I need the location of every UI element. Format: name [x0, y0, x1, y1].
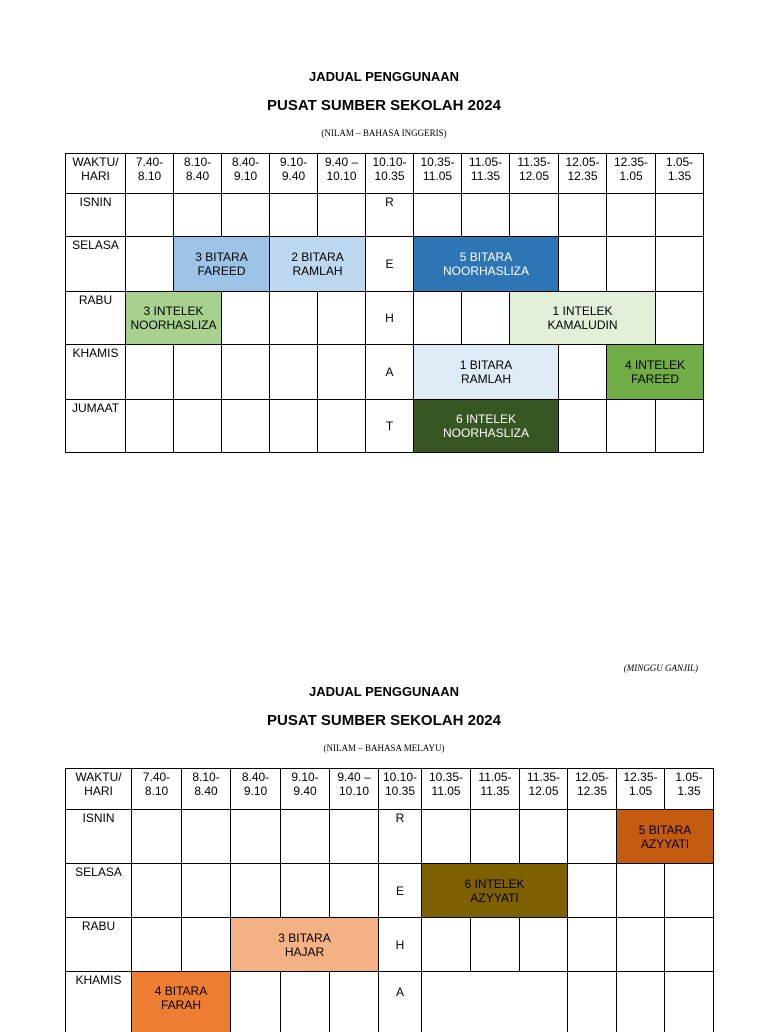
booking-cell	[132, 972, 231, 1032]
empty-slot	[559, 345, 607, 400]
day-row-selasa	[66, 237, 704, 292]
empty-slot	[520, 810, 568, 864]
empty-slot	[231, 810, 281, 864]
booking-cell	[414, 237, 559, 292]
day-label: JUMAAT	[66, 400, 126, 453]
empty-slot	[656, 194, 704, 237]
empty-slot	[520, 918, 568, 972]
header-cell: 10.10- 10.35	[366, 154, 414, 194]
header-cell: 7.40- 8.10	[126, 154, 174, 194]
empty-slot	[318, 345, 366, 400]
empty-slot	[174, 345, 222, 400]
empty-slot	[414, 194, 462, 237]
empty-slot	[607, 237, 656, 292]
day-label: ISNIN	[66, 810, 132, 864]
schedule-1-subtitle: (NILAM – BAHASA INGGERIS)	[321, 128, 447, 138]
empty-slot	[422, 810, 471, 864]
booking-cell	[414, 400, 559, 453]
empty-slot	[222, 345, 270, 400]
empty-slot	[132, 918, 182, 972]
week-note: (MINGGU GANJIL)	[623, 663, 698, 673]
schedule-2-heading: PUSAT SUMBER SEKOLAH 2024	[267, 712, 501, 729]
empty-slot	[281, 972, 330, 1032]
header-cell: 1.05- 1.35	[665, 769, 714, 810]
schedule-1-heading: PUSAT SUMBER SEKOLAH 2024	[267, 97, 501, 114]
empty-slot	[414, 292, 462, 345]
rehat-letter: E	[379, 864, 422, 918]
empty-slot	[126, 400, 174, 453]
booking-label: 1 BITARA RAMLAH	[459, 358, 513, 386]
empty-slot	[182, 918, 231, 972]
day-row-khamis	[66, 345, 704, 400]
day-label: KHAMIS	[66, 972, 132, 1032]
rehat-letter: H	[366, 292, 414, 345]
empty-slot	[132, 810, 182, 864]
booking-label: 6 INTELEK NOORHASLIZA	[442, 412, 529, 440]
header-row	[66, 769, 714, 810]
empty-slot	[174, 400, 222, 453]
empty-slot	[270, 194, 318, 237]
empty-slot	[281, 810, 330, 864]
schedule-1-table	[65, 153, 704, 453]
empty-slot	[281, 864, 330, 918]
booking-label: 5 BITARA NOORHASLIZA	[442, 250, 529, 278]
booking-cell	[126, 292, 222, 345]
header-cell: WAKTU/ HARI	[66, 154, 126, 194]
empty-slot	[318, 194, 366, 237]
header-cell: 12.35- 1.05	[617, 769, 665, 810]
empty-slot	[330, 972, 379, 1032]
empty-slot	[126, 237, 174, 292]
empty-slot	[568, 864, 617, 918]
empty-slot	[471, 918, 520, 972]
empty-slot	[559, 237, 607, 292]
rehat-letter: H	[379, 918, 422, 972]
header-cell: 1.05- 1.35	[656, 154, 704, 194]
empty-slot	[462, 194, 510, 237]
schedule-1-title: JADUAL PENGGUNAAN	[309, 69, 459, 84]
empty-slot	[126, 345, 174, 400]
empty-slot	[422, 972, 568, 1032]
empty-slot	[422, 918, 471, 972]
day-label: SELASA	[66, 237, 126, 292]
header-cell: 8.10- 8.40	[174, 154, 222, 194]
booking-cell	[607, 345, 704, 400]
header-cell: 12.05- 12.35	[568, 769, 617, 810]
empty-slot	[231, 972, 281, 1032]
empty-slot	[182, 864, 231, 918]
booking-cell	[510, 292, 656, 345]
empty-slot	[270, 400, 318, 453]
header-cell: 11.35- 12.05	[520, 769, 568, 810]
day-row-khamis	[66, 972, 714, 1032]
booking-cell	[174, 237, 270, 292]
booking-cell	[270, 237, 366, 292]
empty-slot	[270, 292, 318, 345]
empty-slot	[617, 864, 665, 918]
header-cell: 9.40 – 10.10	[330, 769, 379, 810]
header-cell: 8.40- 9.10	[222, 154, 270, 194]
header-cell: 12.05- 12.35	[559, 154, 607, 194]
day-row-selasa	[66, 864, 714, 918]
day-row-rabu	[66, 918, 714, 972]
day-row-jumaat	[66, 400, 704, 453]
header-cell: 8.40- 9.10	[231, 769, 281, 810]
empty-slot	[665, 918, 714, 972]
empty-slot	[607, 194, 656, 237]
empty-slot	[318, 292, 366, 345]
day-row-isnin	[66, 194, 704, 237]
booking-label: 5 BITARA AZYYATI	[638, 822, 692, 851]
day-label: RABU	[66, 292, 126, 345]
rehat-letter: E	[366, 237, 414, 292]
empty-slot	[568, 810, 617, 864]
rehat-letter: R	[379, 810, 422, 864]
header-cell: 11.35- 12.05	[510, 154, 559, 194]
header-cell: 7.40- 8.10	[132, 769, 182, 810]
empty-slot	[132, 864, 182, 918]
rehat-letter: A	[379, 972, 422, 1032]
booking-cell	[231, 918, 379, 972]
header-row	[66, 154, 704, 194]
empty-slot	[617, 918, 665, 972]
day-label: RABU	[66, 918, 132, 972]
empty-slot	[222, 400, 270, 453]
booking-label: 3 BITARA FAREED	[195, 250, 248, 278]
day-label: SELASA	[66, 864, 132, 918]
empty-slot	[270, 345, 318, 400]
empty-slot	[510, 194, 559, 237]
empty-slot	[568, 918, 617, 972]
empty-slot	[330, 810, 379, 864]
day-label: KHAMIS	[66, 345, 126, 400]
empty-slot	[665, 972, 714, 1032]
empty-slot	[462, 292, 510, 345]
empty-slot	[222, 292, 270, 345]
empty-slot	[656, 237, 704, 292]
empty-slot	[318, 400, 366, 453]
booking-label: 4 INTELEK FAREED	[624, 358, 685, 386]
booking-label: 6 INTELEK AZYYATI	[464, 876, 525, 905]
booking-label: 3 BITARA HAJAR	[278, 930, 331, 959]
header-cell: 9.10- 9.40	[281, 769, 330, 810]
empty-slot	[656, 292, 704, 345]
empty-slot	[559, 400, 607, 453]
rehat-letter: T	[366, 400, 414, 453]
empty-slot	[559, 194, 607, 237]
empty-slot	[617, 972, 665, 1032]
empty-slot	[182, 810, 231, 864]
booking-label: 4 BITARA FARAH	[154, 984, 208, 1012]
schedule-2-title: JADUAL PENGGUNAAN	[309, 684, 459, 699]
header-cell: WAKTU/ HARI	[66, 769, 132, 810]
header-cell: 9.40 – 10.10	[318, 154, 366, 194]
rehat-letter: A	[366, 345, 414, 400]
header-cell: 8.10- 8.40	[182, 769, 231, 810]
header-cell: 12.35- 1.05	[607, 154, 656, 194]
empty-slot	[656, 400, 704, 453]
day-row-isnin	[66, 810, 714, 864]
empty-slot	[126, 194, 174, 237]
day-row-rabu	[66, 292, 704, 345]
empty-slot	[665, 864, 714, 918]
rehat-letter: R	[366, 194, 414, 237]
booking-label: 2 BITARA RAMLAH	[291, 250, 344, 278]
schedule-2-table	[65, 768, 714, 1032]
empty-slot	[330, 864, 379, 918]
header-cell: 9.10- 9.40	[270, 154, 318, 194]
booking-label: 1 INTELEK KAMALUDIN	[547, 304, 618, 332]
empty-slot	[471, 810, 520, 864]
empty-slot	[174, 194, 222, 237]
header-cell: 10.35- 11.05	[422, 769, 471, 810]
header-cell: 11.05- 11.35	[471, 769, 520, 810]
header-cell: 10.35- 11.05	[414, 154, 462, 194]
day-label: ISNIN	[66, 194, 126, 237]
empty-slot	[231, 864, 281, 918]
empty-slot	[568, 972, 617, 1032]
header-cell: 11.05- 11.35	[462, 154, 510, 194]
empty-slot	[607, 400, 656, 453]
booking-label: 3 INTELEK NOORHASLIZA	[130, 304, 217, 332]
empty-slot	[222, 194, 270, 237]
booking-cell	[414, 345, 559, 400]
schedule-2-subtitle: (NILAM – BAHASA MELAYU)	[323, 743, 445, 753]
booking-cell	[422, 864, 568, 918]
booking-cell	[617, 810, 714, 864]
header-cell: 10.10- 10.35	[379, 769, 422, 810]
